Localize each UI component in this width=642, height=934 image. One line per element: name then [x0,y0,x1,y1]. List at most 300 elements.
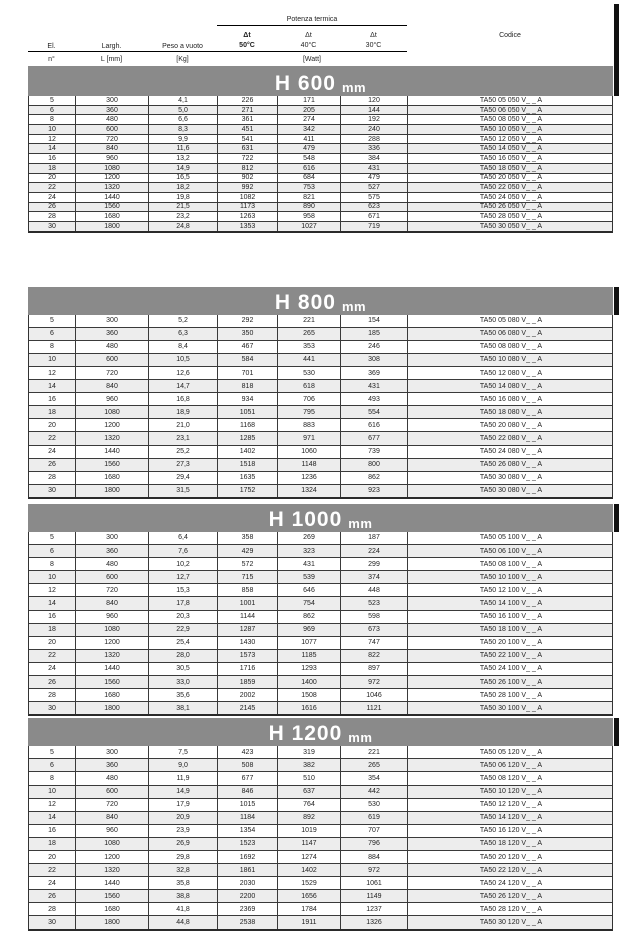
peso-cell: 21,0 [149,419,218,431]
el-cell: 8 [29,341,76,353]
dt30-cell: 374 [341,571,408,583]
dt30-cell: 144 [341,106,408,115]
dt30-cell: 530 [341,799,408,811]
dt30-cell: 431 [341,164,408,173]
el-cell: 10 [29,125,76,134]
dt30-cell: 972 [341,864,408,876]
codice-cell: TA50 10 100 V_ _ A [479,573,543,581]
el-cell: 24 [29,663,76,675]
largh-cell: 480 [76,772,149,784]
codice-cell: TA50 24 050 V_ _ A [479,193,543,201]
codice-cell: TA50 18 120 V_ _ A [479,840,543,848]
table-row [29,203,612,213]
el-cell: 12 [29,799,76,811]
dt30-cell: 1149 [341,890,408,902]
codice-cell: TA50 28 050 V_ _ A [479,213,543,221]
dt30-cell: 671 [341,212,408,221]
section-unit: mm [341,80,367,95]
peso-cell: 18,9 [149,406,218,418]
largh-cell: 1320 [76,650,149,662]
dt50-cell: 1184 [218,812,278,824]
dt30-cell: 369 [341,367,408,379]
dt50-cell: 1082 [218,193,278,202]
dt30-cell: 431 [341,380,408,392]
peso-cell: 25,2 [149,446,218,458]
dt40-cell: 1911 [278,916,341,928]
codice-cell: TA50 26 080 V_ _ A [479,461,543,469]
el-cell: 10 [29,786,76,798]
dt40-cell: 1529 [278,877,341,889]
largh-cell: 720 [76,135,149,144]
dt50-cell: 2538 [218,916,278,928]
dt30-cell: 972 [341,676,408,688]
codice-cell: TA50 30 120 V_ _ A [479,919,543,927]
table-row [29,96,612,106]
peso-cell: 23,9 [149,825,218,837]
codice-cell: TA50 30 100 V_ _ A [479,704,543,712]
table-row [29,650,612,663]
peso-cell: 24,8 [149,222,218,231]
largh-cell: 480 [76,115,149,124]
largh-cell: 1560 [76,203,149,212]
el-cell: 28 [29,472,76,484]
table-row [29,838,612,851]
dt30-cell: 862 [341,472,408,484]
table-row [29,459,612,472]
peso-cell: 21,5 [149,203,218,212]
largh-cell: 1680 [76,903,149,915]
table-row [29,877,612,890]
table-row [29,446,612,459]
table-row [29,584,612,597]
largh-cell: 1800 [76,916,149,928]
el-cell: 10 [29,571,76,583]
largh-cell: 1800 [76,702,149,714]
el-cell: 28 [29,689,76,701]
dt50-cell: 1354 [218,825,278,837]
dt50-cell: 858 [218,584,278,596]
peso-cell: 13,2 [149,154,218,163]
dt30-cell: 673 [341,624,408,636]
largh-cell: 1560 [76,676,149,688]
el-cell: 26 [29,676,76,688]
dt30-cell: 800 [341,459,408,471]
dt50-header: Δt 50°C [217,26,277,52]
dt40-cell: 1147 [278,838,341,850]
banner-right-bar [614,287,619,315]
dt50-cell: 2030 [218,877,278,889]
largh-cell: 600 [76,571,149,583]
dt50-cell: 1051 [218,406,278,418]
el-cell: 16 [29,393,76,405]
codice-cell: TA50 08 120 V_ _ A [479,774,543,782]
table-row [29,812,612,825]
table-row [29,106,612,116]
dt30-cell: 707 [341,825,408,837]
largh-cell: 300 [76,315,149,327]
table-row [29,115,612,125]
codice-cell: TA50 18 080 V_ _ A [479,408,543,416]
spec-sheet [28,4,613,931]
el-cell: 18 [29,164,76,173]
banner-right-bar [614,504,619,532]
dt40-cell: 1148 [278,459,341,471]
dt30-cell: 1046 [341,689,408,701]
dt40-cell: 795 [278,406,341,418]
el-cell: 26 [29,459,76,471]
largh-cell: 1200 [76,851,149,863]
dt40-cell: 1236 [278,472,341,484]
largh-cell: 1440 [76,877,149,889]
largh-cell: 960 [76,825,149,837]
codice-cell: TA50 24 120 V_ _ A [479,879,543,887]
dt30-cell: 448 [341,584,408,596]
table-row [29,354,612,367]
codice-cell: TA50 28 120 V_ _ A [479,905,543,913]
dt40-cell: 382 [278,759,341,771]
codice-cell: TA50 20 120 V_ _ A [479,853,543,861]
table-row [29,825,612,838]
codice-cell: TA50 30 050 V_ _ A [479,222,543,230]
dt40-cell: 883 [278,419,341,431]
el-cell: 12 [29,584,76,596]
largh-cell: 1800 [76,222,149,231]
codice-cell: TA50 05 080 V_ _ A [479,317,543,325]
largh-cell: 360 [76,106,149,115]
dt50-cell: 361 [218,115,278,124]
peso-cell: 20,3 [149,611,218,623]
peso-cell: 8,4 [149,341,218,353]
dt50-cell: 631 [218,144,278,153]
dt50-cell: 1518 [218,459,278,471]
dt50-cell: 541 [218,135,278,144]
el-cell: 5 [29,96,76,105]
dt30-cell: 1061 [341,877,408,889]
dt30-cell: 224 [341,545,408,557]
table-row [29,890,612,903]
table-row [29,144,612,154]
dt40-cell: 539 [278,571,341,583]
section-title: H 800 [274,290,336,314]
largh-cell: 1080 [76,164,149,173]
dt50-cell: 271 [218,106,278,115]
largh-cell: 1080 [76,406,149,418]
dt40-cell: 958 [278,212,341,221]
codice-cell: TA50 20 080 V_ _ A [479,421,543,429]
largh-cell: 1320 [76,864,149,876]
dt30-cell: 336 [341,144,408,153]
dt40-cell: 1324 [278,485,341,497]
el-cell: 5 [29,532,76,544]
largh-cell: 1200 [76,174,149,183]
section-unit: mm [341,298,367,314]
table-row [29,746,612,759]
codice-cell: TA50 28 100 V_ _ A [479,691,543,699]
section-unit: mm [348,730,373,746]
height-section [28,287,613,499]
table-row [29,419,612,432]
dt30-cell: 554 [341,406,408,418]
el-cell: 8 [29,772,76,784]
codice-cell: TA50 12 120 V_ _ A [479,801,543,809]
dt30-cell: 384 [341,154,408,163]
dt50-cell: 2200 [218,890,278,902]
table-row [29,315,612,328]
codice-cell: TA50 06 100 V_ _ A [479,547,543,555]
dt50-cell: 1144 [218,611,278,623]
el-cell: 30 [29,222,76,231]
el-cell: 26 [29,890,76,902]
height-section [28,66,613,233]
table-row [29,851,612,864]
dt50-cell: 1402 [218,446,278,458]
el-cell: 12 [29,135,76,144]
dt50-cell: 584 [218,354,278,366]
dt30-cell: 154 [341,315,408,327]
dt50-cell: 429 [218,545,278,557]
table-row [29,676,612,689]
dt50-cell: 992 [218,183,278,192]
dt50-cell: 1861 [218,864,278,876]
el-cell: 24 [29,193,76,202]
largh-cell: 720 [76,799,149,811]
largh-header: Largh. [75,26,148,52]
largh-cell: 960 [76,611,149,623]
table-row [29,799,612,812]
peso-cell: 27,3 [149,459,218,471]
dt30-cell: 120 [341,96,408,105]
peso-cell: 9,9 [149,135,218,144]
largh-cell: 1560 [76,890,149,902]
largh-cell: 840 [76,144,149,153]
codice-cell: TA50 05 100 V_ _ A [479,534,543,542]
peso-cell: 16,5 [149,174,218,183]
table-row [29,212,612,222]
table-row [29,637,612,650]
table-row [29,328,612,341]
table-row [29,380,612,393]
largh-cell: 1680 [76,472,149,484]
largh-cell: 1440 [76,663,149,675]
dt40-cell: 764 [278,799,341,811]
codice-cell: TA50 26 100 V_ _ A [479,678,543,686]
section-table [28,315,613,499]
section-title: H 1000 [268,507,343,531]
table-row [29,341,612,354]
peso-cell: 23,2 [149,212,218,221]
dt40-cell: 431 [278,558,341,570]
codice-cell: TA50 20 100 V_ _ A [479,639,543,647]
largh-cell: 840 [76,812,149,824]
dt50-cell: 722 [218,154,278,163]
el-cell: 14 [29,144,76,153]
dt40-cell: 637 [278,786,341,798]
largh-cell: 600 [76,786,149,798]
dt40-cell: 342 [278,125,341,134]
dt40-cell: 171 [278,96,341,105]
dt40-cell: 1027 [278,222,341,231]
table-row [29,702,612,714]
dt50-cell: 1859 [218,676,278,688]
dt50-cell: 846 [218,786,278,798]
dt50-cell: 1692 [218,851,278,863]
dt30-cell: 288 [341,135,408,144]
dt40-cell: 706 [278,393,341,405]
dt30-header: Δt 30°C [340,26,407,52]
dt30-cell: 1326 [341,916,408,928]
table-row [29,174,612,184]
dt30-cell: 619 [341,812,408,824]
dt50-cell: 292 [218,315,278,327]
peso-cell: 33,0 [149,676,218,688]
el-cell: 26 [29,203,76,212]
section-banner [28,504,613,532]
codice-cell: TA50 06 120 V_ _ A [479,761,543,769]
peso-cell: 38,8 [149,890,218,902]
dt30-cell: 923 [341,485,408,497]
peso-cell: 9,0 [149,759,218,771]
section-banner [28,66,613,96]
codice-cell: TA50 14 080 V_ _ A [479,382,543,390]
dt30-cell: 796 [341,838,408,850]
table-row [29,393,612,406]
el-cell: 6 [29,328,76,340]
height-section [28,718,613,930]
peso-cell: 6,6 [149,115,218,124]
dt30-cell: 719 [341,222,408,231]
dt30-cell: 265 [341,759,408,771]
dt50-cell: 1635 [218,472,278,484]
table-row [29,193,612,203]
peso-cell: 31,5 [149,485,218,497]
table-row [29,532,612,545]
el-cell: 8 [29,115,76,124]
el-cell: 22 [29,864,76,876]
peso-cell: 10,5 [149,354,218,366]
dt30-cell: 616 [341,419,408,431]
dt40-cell: 1019 [278,825,341,837]
peso-cell: 20,9 [149,812,218,824]
largh-cell: 1320 [76,183,149,192]
el-unit-header: n° [48,55,55,63]
largh-cell: 1680 [76,689,149,701]
dt50-cell: 701 [218,367,278,379]
largh-cell: 1080 [76,838,149,850]
banner-right-bar [614,718,619,746]
dt50-cell: 934 [218,393,278,405]
peso-header: Peso a vuoto [148,26,217,52]
largh-cell: 360 [76,328,149,340]
table-row [29,759,612,772]
dt40-cell: 1402 [278,864,341,876]
peso-cell: 11,6 [149,144,218,153]
codice-cell: TA50 18 100 V_ _ A [479,626,543,634]
table-row [29,406,612,419]
largh-cell: 480 [76,341,149,353]
section-marker-bar [614,4,619,96]
dt50-cell: 1285 [218,432,278,444]
codice-cell: TA50 14 100 V_ _ A [479,599,543,607]
codice-cell: TA50 08 100 V_ _ A [479,560,543,568]
table-row [29,472,612,485]
el-cell: 22 [29,183,76,192]
peso-cell: 18,2 [149,183,218,192]
dt50-cell: 1168 [218,419,278,431]
largh-cell: 300 [76,746,149,758]
largh-cell: 360 [76,759,149,771]
peso-cell: 6,3 [149,328,218,340]
el-cell: 22 [29,650,76,662]
dt50-cell: 1015 [218,799,278,811]
largh-cell: 480 [76,558,149,570]
table-row [29,154,612,164]
peso-cell: 6,4 [149,532,218,544]
dt50-cell: 1001 [218,597,278,609]
table-row [29,164,612,174]
dt40-cell: 205 [278,106,341,115]
codice-cell: TA50 24 100 V_ _ A [479,665,543,673]
dt40-cell: 274 [278,115,341,124]
codice-cell: TA50 12 080 V_ _ A [479,369,543,377]
peso-cell: 10,2 [149,558,218,570]
codice-header: Codice [499,31,521,39]
largh-cell: 300 [76,532,149,544]
largh-cell: 1680 [76,212,149,221]
dt50-cell: 1173 [218,203,278,212]
table-row [29,689,612,702]
section-table [28,532,613,716]
section-banner [28,287,613,315]
table-row [29,597,612,610]
largh-cell: 1560 [76,459,149,471]
dt40-cell: 1508 [278,689,341,701]
table-row [29,864,612,877]
dt30-cell: 185 [341,328,408,340]
dt50-cell: 812 [218,164,278,173]
peso-cell: 35,6 [149,689,218,701]
el-header: El. [28,26,75,52]
el-cell: 30 [29,485,76,497]
dt40-cell: 892 [278,812,341,824]
peso-cell: 44,8 [149,916,218,928]
el-cell: 24 [29,877,76,889]
peso-cell: 19,8 [149,193,218,202]
codice-cell: TA50 24 080 V_ _ A [479,448,543,456]
el-cell: 16 [29,825,76,837]
peso-cell: 17,9 [149,799,218,811]
el-cell: 30 [29,916,76,928]
table-row [29,135,612,145]
codice-cell: TA50 10 120 V_ _ A [479,788,543,796]
dt50-cell: 467 [218,341,278,353]
largh-cell: 1200 [76,419,149,431]
dt40-cell: 353 [278,341,341,353]
table-row [29,663,612,676]
el-cell: 18 [29,406,76,418]
peso-cell: 7,6 [149,545,218,557]
dt40-cell: 890 [278,203,341,212]
dt50-cell: 1430 [218,637,278,649]
largh-cell: 1080 [76,624,149,636]
peso-cell: 41,8 [149,903,218,915]
dt30-cell: 527 [341,183,408,192]
section-banner [28,718,613,746]
codice-cell: TA50 30 080 V_ _ A [479,474,543,482]
dt30-cell: 354 [341,772,408,784]
dt40-cell: 548 [278,154,341,163]
codice-cell: TA50 16 120 V_ _ A [479,827,543,835]
codice-cell: TA50 20 050 V_ _ A [479,174,543,182]
